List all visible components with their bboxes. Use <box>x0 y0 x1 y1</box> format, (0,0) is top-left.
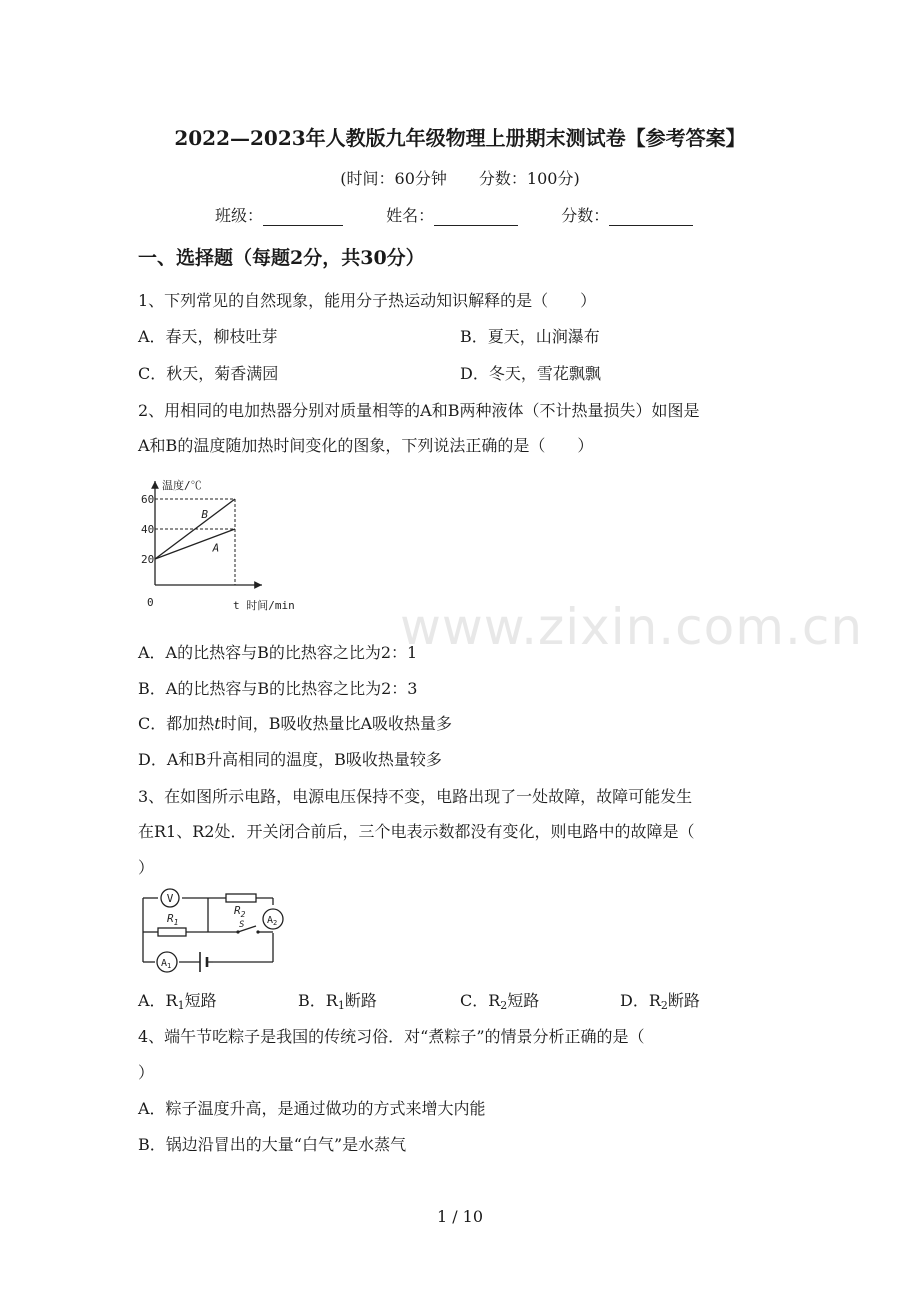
r1-label: $R_1$ <box>167 912 179 927</box>
q1-stem: 1、下列常见的自然现象，能用分子热运动知识解释的是（ ） <box>138 291 597 310</box>
series-label-A: A <box>212 541 220 555</box>
q2-option-b: B．A的比热容与B的比热容之比为2：3 <box>138 679 418 698</box>
q4-option-a: A．粽子温度升高，是通过做功的方式来增大内能 <box>138 1099 486 1118</box>
switch-contact-left <box>236 930 239 933</box>
x-axis-label: t 时间/min <box>233 599 295 612</box>
y-tick-60: 60 <box>141 493 155 506</box>
class-label: 班级： <box>215 206 264 225</box>
q2-option-d: D．A和B升高相同的温度，B吸收热量较多 <box>138 750 442 769</box>
switch-contact-right <box>256 930 259 933</box>
q3-stem-line3: ） <box>138 858 155 877</box>
series-line-A <box>155 529 235 559</box>
q3-option-c: C．$R_2$短路 <box>460 991 540 1012</box>
page-number: 1 / 10 <box>436 1207 484 1226</box>
class-blank[interactable] <box>263 207 343 226</box>
q2-stem-line1: 2、用相同的电加热器分别对质量相等的A和B两种液体（不计热量损失）如图是 <box>138 401 700 420</box>
q4-stem-line2: ） <box>138 1063 155 1082</box>
r2-label: $R_2$ <box>234 904 246 919</box>
score-blank[interactable] <box>609 207 693 226</box>
watermark: www.zixin.com.cn <box>400 598 864 656</box>
voltmeter-label: V <box>166 892 174 905</box>
resistor-r2 <box>226 894 256 902</box>
origin-label: 0 <box>147 596 154 609</box>
exam-meta: (时间：60分钟 分数：100分) <box>340 169 580 188</box>
q1-option-d: D．冬天，雪花飘飘 <box>460 364 601 383</box>
q3-option-d: D．$R_2$断路 <box>620 991 700 1012</box>
q3-option-b: B．$R_1$断路 <box>298 991 377 1012</box>
q3-option-a: A．$R_1$短路 <box>138 991 217 1012</box>
q1-option-a: A．春天，柳枝吐芽 <box>138 327 278 346</box>
page-title: 2022—2023年人教版九年级物理上册期末测试卷【参考答案】 <box>174 126 746 150</box>
q2-option-c <box>138 711 452 734</box>
a2-label: $A_2$ <box>267 915 278 927</box>
q2-stem-line2: A和B的温度随加热时间变化的图象，下列说法正确的是（ ） <box>138 436 594 455</box>
q2-option-c-post: 时间，B吸收热量比A吸收热量多 <box>220 714 453 733</box>
resistor-r1 <box>158 928 186 936</box>
q3-stem-line2: 在R1、R2处．开关闭合前后，三个电表示数都没有变化，则电路中的故障是（ <box>138 822 695 841</box>
q1-option-c: C．秋天，菊香满园 <box>138 364 279 383</box>
q2-temperature-graph <box>138 475 308 615</box>
name-blank[interactable] <box>434 207 518 226</box>
student-info-fields <box>215 203 693 226</box>
q2-option-a: A．A的比热容与B的比热容之比为2：1 <box>138 643 418 662</box>
a1-label: $A_1$ <box>161 958 172 970</box>
y-axis-label: 温度/℃ <box>162 479 202 492</box>
series-label-B: B <box>201 508 209 522</box>
name-label: 姓名： <box>386 206 435 225</box>
q4-stem-line1: 4、端午节吃粽子是我国的传统习俗．对“煮粽子”的情景分析正确的是（ <box>138 1027 645 1046</box>
switch-label: S <box>239 920 245 930</box>
q4-option-b: B．锅边沿冒出的大量“白气”是水蒸气 <box>138 1135 407 1154</box>
q2-option-c-var: t <box>214 714 221 733</box>
section-heading: 一、选择题（每题2分，共30分） <box>138 247 425 269</box>
y-tick-40: 40 <box>141 523 155 536</box>
q3-circuit-diagram <box>138 888 298 976</box>
q3-stem-line1: 3、在如图所示电路，电源电压保持不变，电路出现了一处故障，故障可能发生 <box>138 787 693 806</box>
y-tick-20: 20 <box>141 553 155 566</box>
q1-option-b: B．夏天，山涧瀑布 <box>460 327 600 346</box>
score-label: 分数： <box>561 206 610 225</box>
q2-option-c-pre: C．都加热 <box>138 714 215 733</box>
